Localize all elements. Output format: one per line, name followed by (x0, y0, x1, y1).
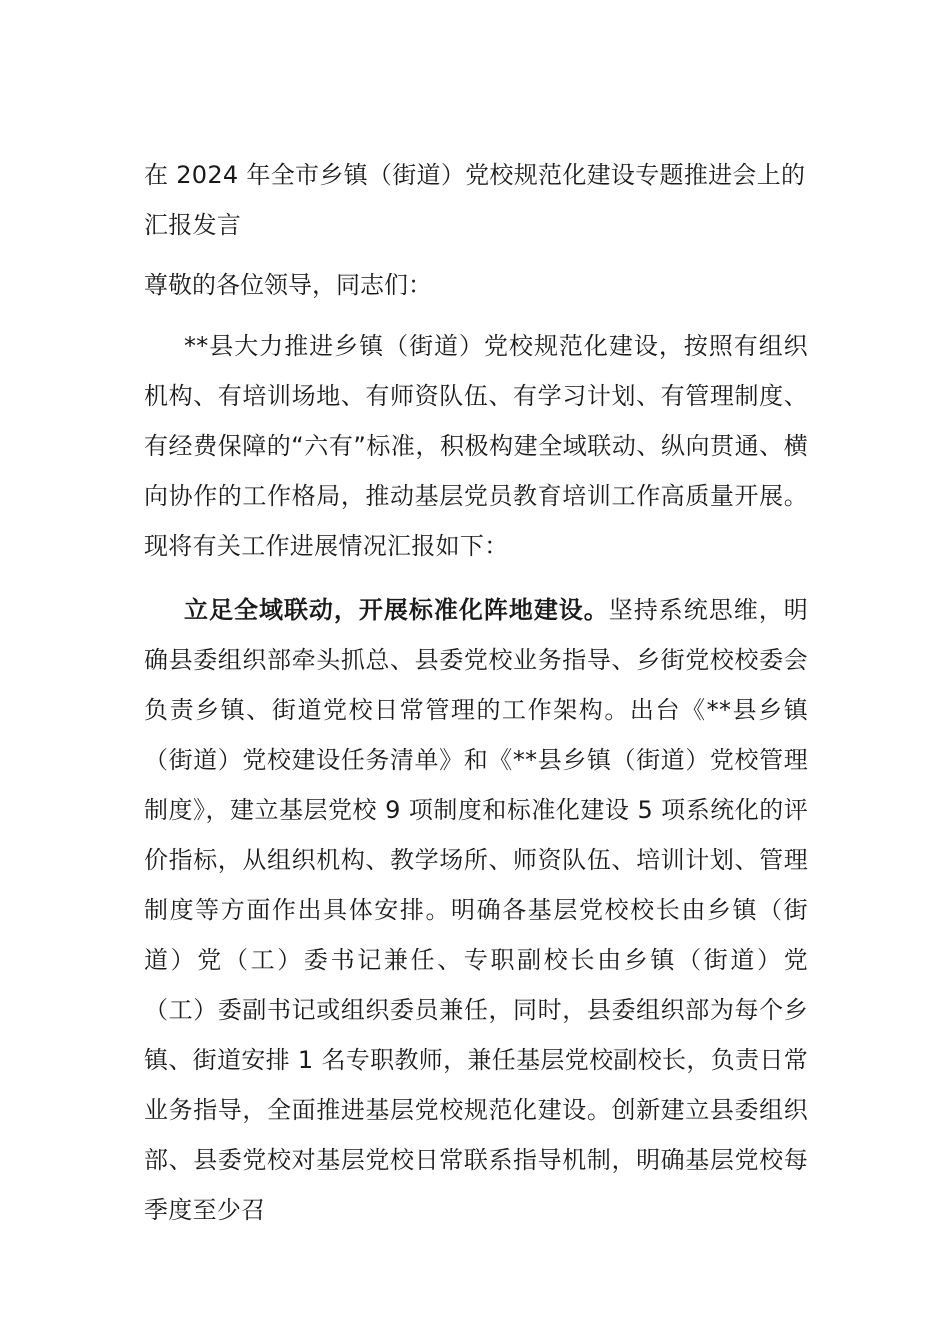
document-body (144, 150, 808, 1235)
greeting: 尊敬的各位领导，同志们： (144, 271, 432, 299)
title-line-2: 汇报发言 (144, 211, 242, 239)
paragraph-intro: **县大力推进乡镇（街道）党校规范化建设，按照有组织机构、有培训场地、有师资队伍、有学习计划、有管理制度、有经费保障的“六有”标准，积极构建全域联动、纵向贯通、横向协作的工作格局，推动基层党员教育培训工作高质量开展。现将有关工作进展情况汇报如下： (144, 332, 808, 560)
paragraph-section-1 (144, 585, 808, 1235)
document-title (144, 150, 808, 250)
title-line-1: 在 2024 年全市乡镇（街道）党校规范化建设专题推进会上的 (144, 161, 806, 189)
section-heading: 立足全域联动，开展标准化阵地建设。 (184, 596, 609, 624)
section-body: 坚持系统思维，明确县委组织部牵头抓总、县委党校业务指导、乡街党校校委会负责乡镇、街道党校日常管理的工作架构。出台《**县乡镇（街道）党校建设任务清单》和《**县乡镇（街道）党校管理制度》，建立基层党校 9 项制度和标准化建设 5 项系统化的评价指标，从组织机构、教学场所、师资队伍、培训计划、管理制度等方面作出具体安排。明确各基层党校校长由乡镇（街道）党（工）委书记兼任、专职副校长由乡镇（街道）党（工）委副书记或组织委员兼任，同时，县委组织部为每个乡镇、街道安排 1 名专职教师，兼任基层党校副校长，负责日常业务指导，全面推进基层党校规范化建设。创新建立县委组织部、县委党校对基层党校日常联系指导机制，明确基层党校每季度至少召 (144, 596, 808, 1224)
